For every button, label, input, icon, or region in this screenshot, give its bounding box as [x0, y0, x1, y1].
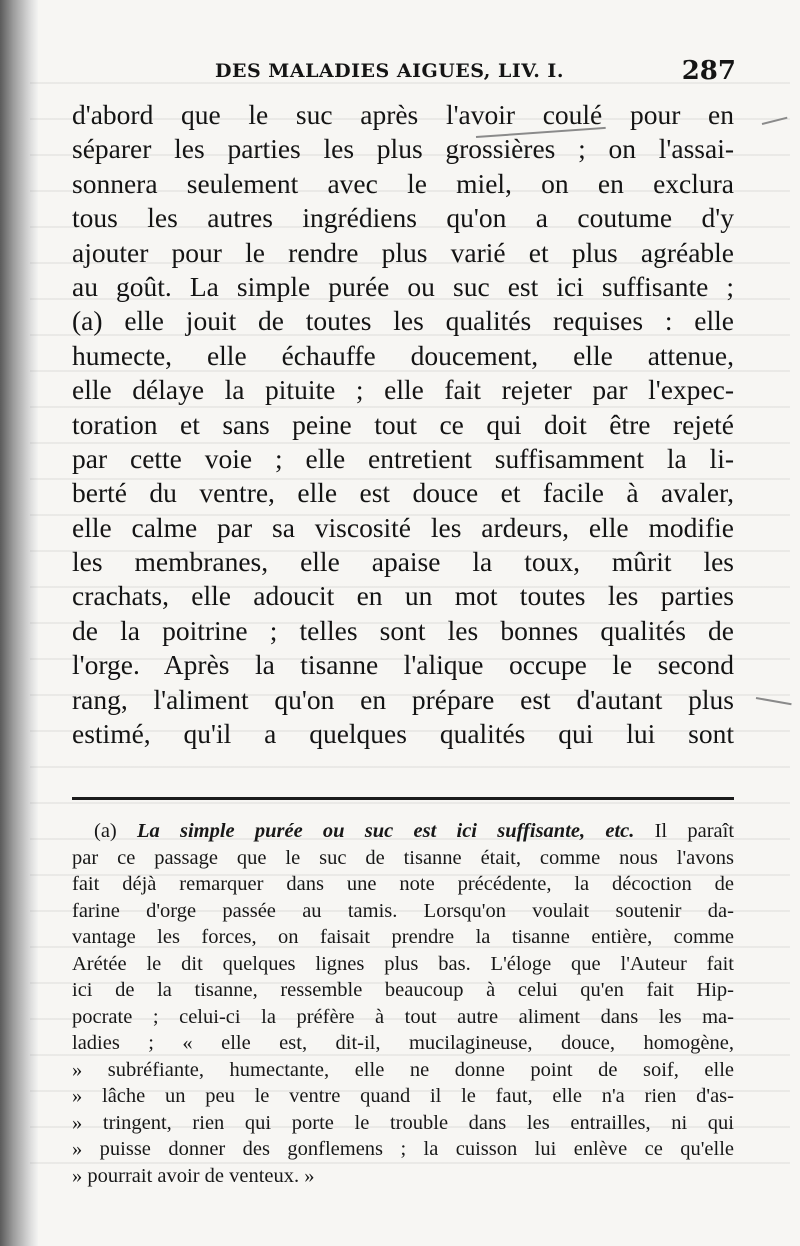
footnote-line: Arétée le dit quelques lignes plus bas. L'éloge que l'Auteur fait — [72, 952, 734, 975]
footnote-line: vantage les forces, on faisait prendre la tisanne entière, comme — [72, 926, 734, 948]
footnote-line: » lâche un peu le ventre quand il le faut, elle n'a rien d'as- — [72, 1085, 734, 1107]
text-line: estimé, qu'il a quelques qualités qui lui sont — [72, 718, 734, 750]
footnote-line: » subréfiante, humectante, elle ne donne point de soif, elle — [72, 1058, 734, 1081]
running-header — [70, 58, 736, 92]
footnote — [72, 818, 734, 1189]
text-line: l'orge. Après la tisanne l'alique occupe le second — [72, 649, 734, 681]
footnote-first-line — [72, 818, 734, 845]
footnote-line: » puisse donner des gonflemens ; la cuisson lui enlève ce qu'elle — [72, 1138, 734, 1160]
page-number: 287 — [681, 56, 736, 86]
text-line: sonnera seulement avec le miel, on en exclura — [72, 167, 734, 199]
footnote-line: pocrate ; celui-ci la préfère à tout autre aliment dans les ma- — [72, 1005, 734, 1028]
footnote-rule — [72, 797, 734, 800]
text-line: par cette voie ; elle entretient suffisamment la li- — [72, 442, 734, 474]
main-text — [72, 98, 734, 751]
text-line: d'abord que le suc après l'avoir coulé pour en — [72, 99, 734, 130]
text-line: elle calme par sa viscosité les ardeurs, elle modifie — [72, 511, 734, 543]
text-line: rang, l'aliment qu'on en prépare est d'autant plus — [72, 683, 734, 715]
text-line: toration et sans peine tout ce qui doit être rejeté — [72, 408, 734, 440]
footnote-quote: La simple purée ou suc est ici suffisante, etc. — [137, 820, 635, 842]
footnote-text: Il paraît — [654, 820, 734, 842]
footnote-line: par ce passage que le suc de tisanne était, comme nous l'avons — [72, 846, 734, 869]
footnote-line: fait déjà remarquer dans une note précédente, la décoction de — [72, 873, 734, 895]
text-line: de la poitrine ; telles sont les bonnes qualités de — [72, 614, 734, 646]
footnote-line: ici de la tisanne, ressemble beaucoup à celui qu'en fait Hip- — [72, 979, 734, 1001]
text-line: humecte, elle échauffe doucement, elle attenue, — [72, 339, 734, 371]
header-title: DES MALADIES AIGUES, LIV. I. — [215, 60, 564, 82]
text-line: tous les autres ingrédiens qu'on a coutume d'y — [72, 202, 734, 234]
footnote-marker: (a) — [94, 820, 117, 842]
text-line: ajouter pour le rendre plus varié et plus agréable — [72, 236, 734, 268]
text-line: crachats, elle adoucit en un mot toutes les parties — [72, 580, 734, 612]
text-line: séparer les parties les plus grossières ; on l'assai- — [72, 133, 734, 165]
text-line: berté du ventre, elle est douce et facile à avaler, — [72, 477, 734, 509]
footnote-line: farine d'orge passée au tamis. Lorsqu'on voulait soutenir da- — [72, 899, 734, 922]
footnote-line: » pourrait avoir de venteux. » — [72, 1164, 315, 1187]
footnote-line: » tringent, rien qui porte le trouble dans les entrailles, ni qui — [72, 1111, 734, 1134]
text-line: les membranes, elle apaise la toux, mûrit les — [72, 546, 734, 578]
text-line: au goût. La simple purée ou suc est ici suffisante ; — [72, 270, 734, 302]
text-line: (a) elle jouit de toutes les qualités requises : elle — [72, 305, 734, 337]
footnote-line: ladies ; « elle est, dit-il, mucilagineuse, douce, homogène, — [72, 1032, 734, 1054]
text-line: elle délaye la pituite ; elle fait rejeter par l'expec- — [72, 374, 734, 406]
